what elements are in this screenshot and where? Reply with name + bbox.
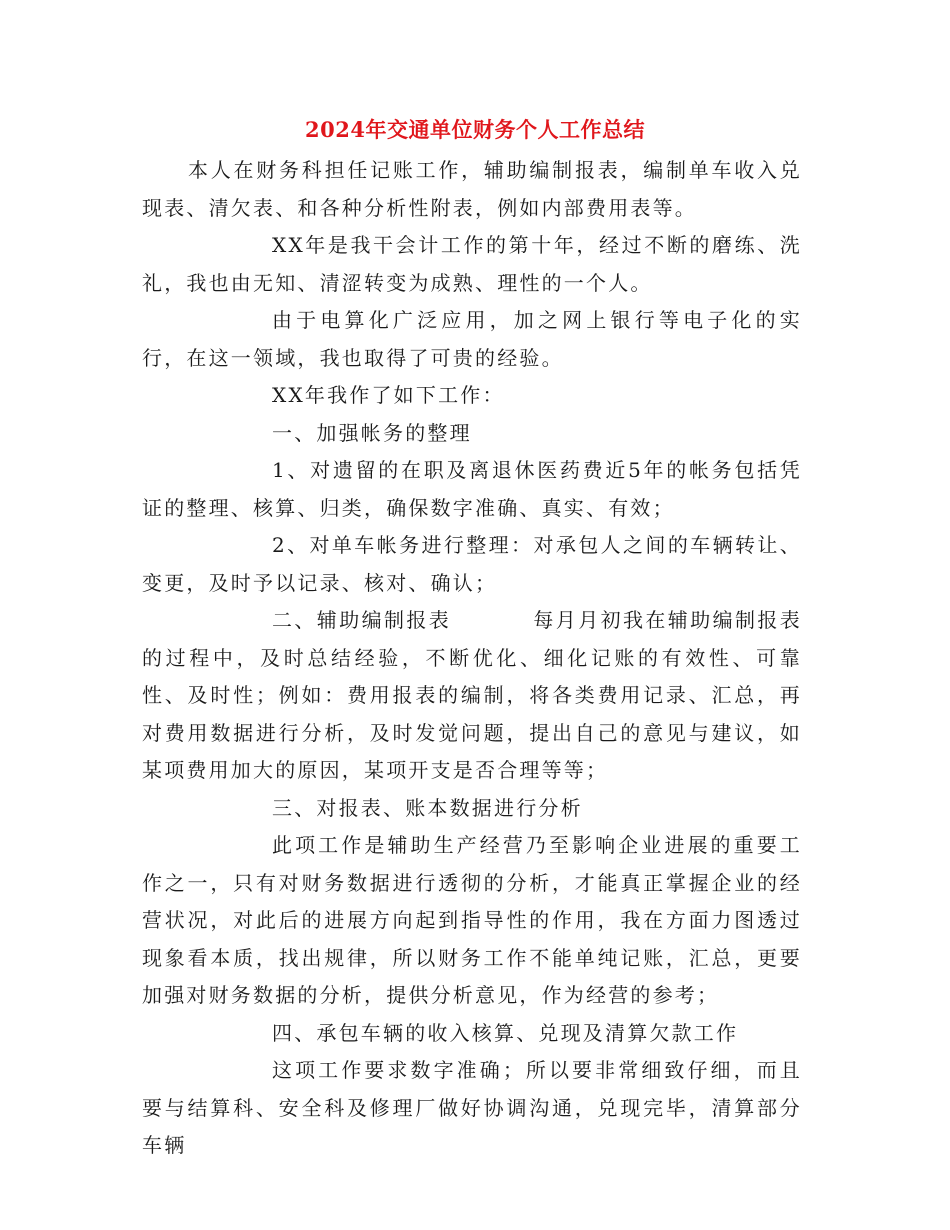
- paragraph: 1、对遗留的在职及离退休医药费近5年的帐务包括凭证的整理、核算、归类，确保数字准确、真实、有效；: [142, 458, 802, 520]
- document-title: 2024年交通单位财务个人工作总结: [305, 117, 645, 142]
- paragraph: 此项工作是辅助生产经营乃至影响企业进展的重要工作之一，只有对财务数据进行透彻的分析，才能真正掌握企业的经营状况，对此后的进展方向起到指导性的作用，我在方面力图透过现象看本质，找出规律，所以财务工作不能单纯记账，汇总，更要加强对财务数据的分析，提供分析意见，作为经营的参考；: [142, 833, 802, 1007]
- paragraph: 这项工作要求数字准确；所以要非常细致仔细，而且要与结算科、安全科及修理厂做好协调沟通，兑现完毕，清算部分车辆: [142, 1058, 802, 1157]
- paragraph: 本人在财务科担任记账工作，辅助编制报表，编制单车收入兑现表、清欠表、和各种分析性附表，例如内部费用表等。: [142, 158, 802, 220]
- section-heading: 一、加强帐务的整理: [272, 420, 472, 445]
- paragraph: [142, 602, 802, 790]
- paragraph: XX年是我干会计工作的第十年，经过不断的磨练、洗礼，我也由无知、清涩转变为成熟、理性的一个人。: [142, 233, 802, 295]
- section-heading: 三、对报表、账本数据进行分析: [272, 795, 583, 820]
- section-heading: 二、辅助编制报表: [272, 608, 452, 632]
- paragraph: XX年我作了如下工作：: [272, 383, 505, 407]
- section-text: 每月月初我在辅助编制报表的过程中，及时总结经验，不断优化、细化记账的有效性、可靠性、及时性；例如：费用报表的编制，将各类费用记录、汇总，再对费用数据进行分析，及时发觉问题，提出自己的意见与建议，如某项费用加大的原因，某项开支是否合理等等；: [142, 608, 802, 782]
- paragraph: 2、对单车帐务进行整理：对承包人之间的车辆转让、变更，及时予以记录、核对、确认；: [142, 533, 802, 595]
- paragraph: 由于电算化广泛应用，加之网上银行等电子化的实行，在这一领域，我也取得了可贵的经验。: [142, 308, 802, 370]
- document-body: [142, 152, 802, 1165]
- section-heading: 四、承包车辆的收入核算、兑现及清算欠款工作: [272, 1020, 739, 1045]
